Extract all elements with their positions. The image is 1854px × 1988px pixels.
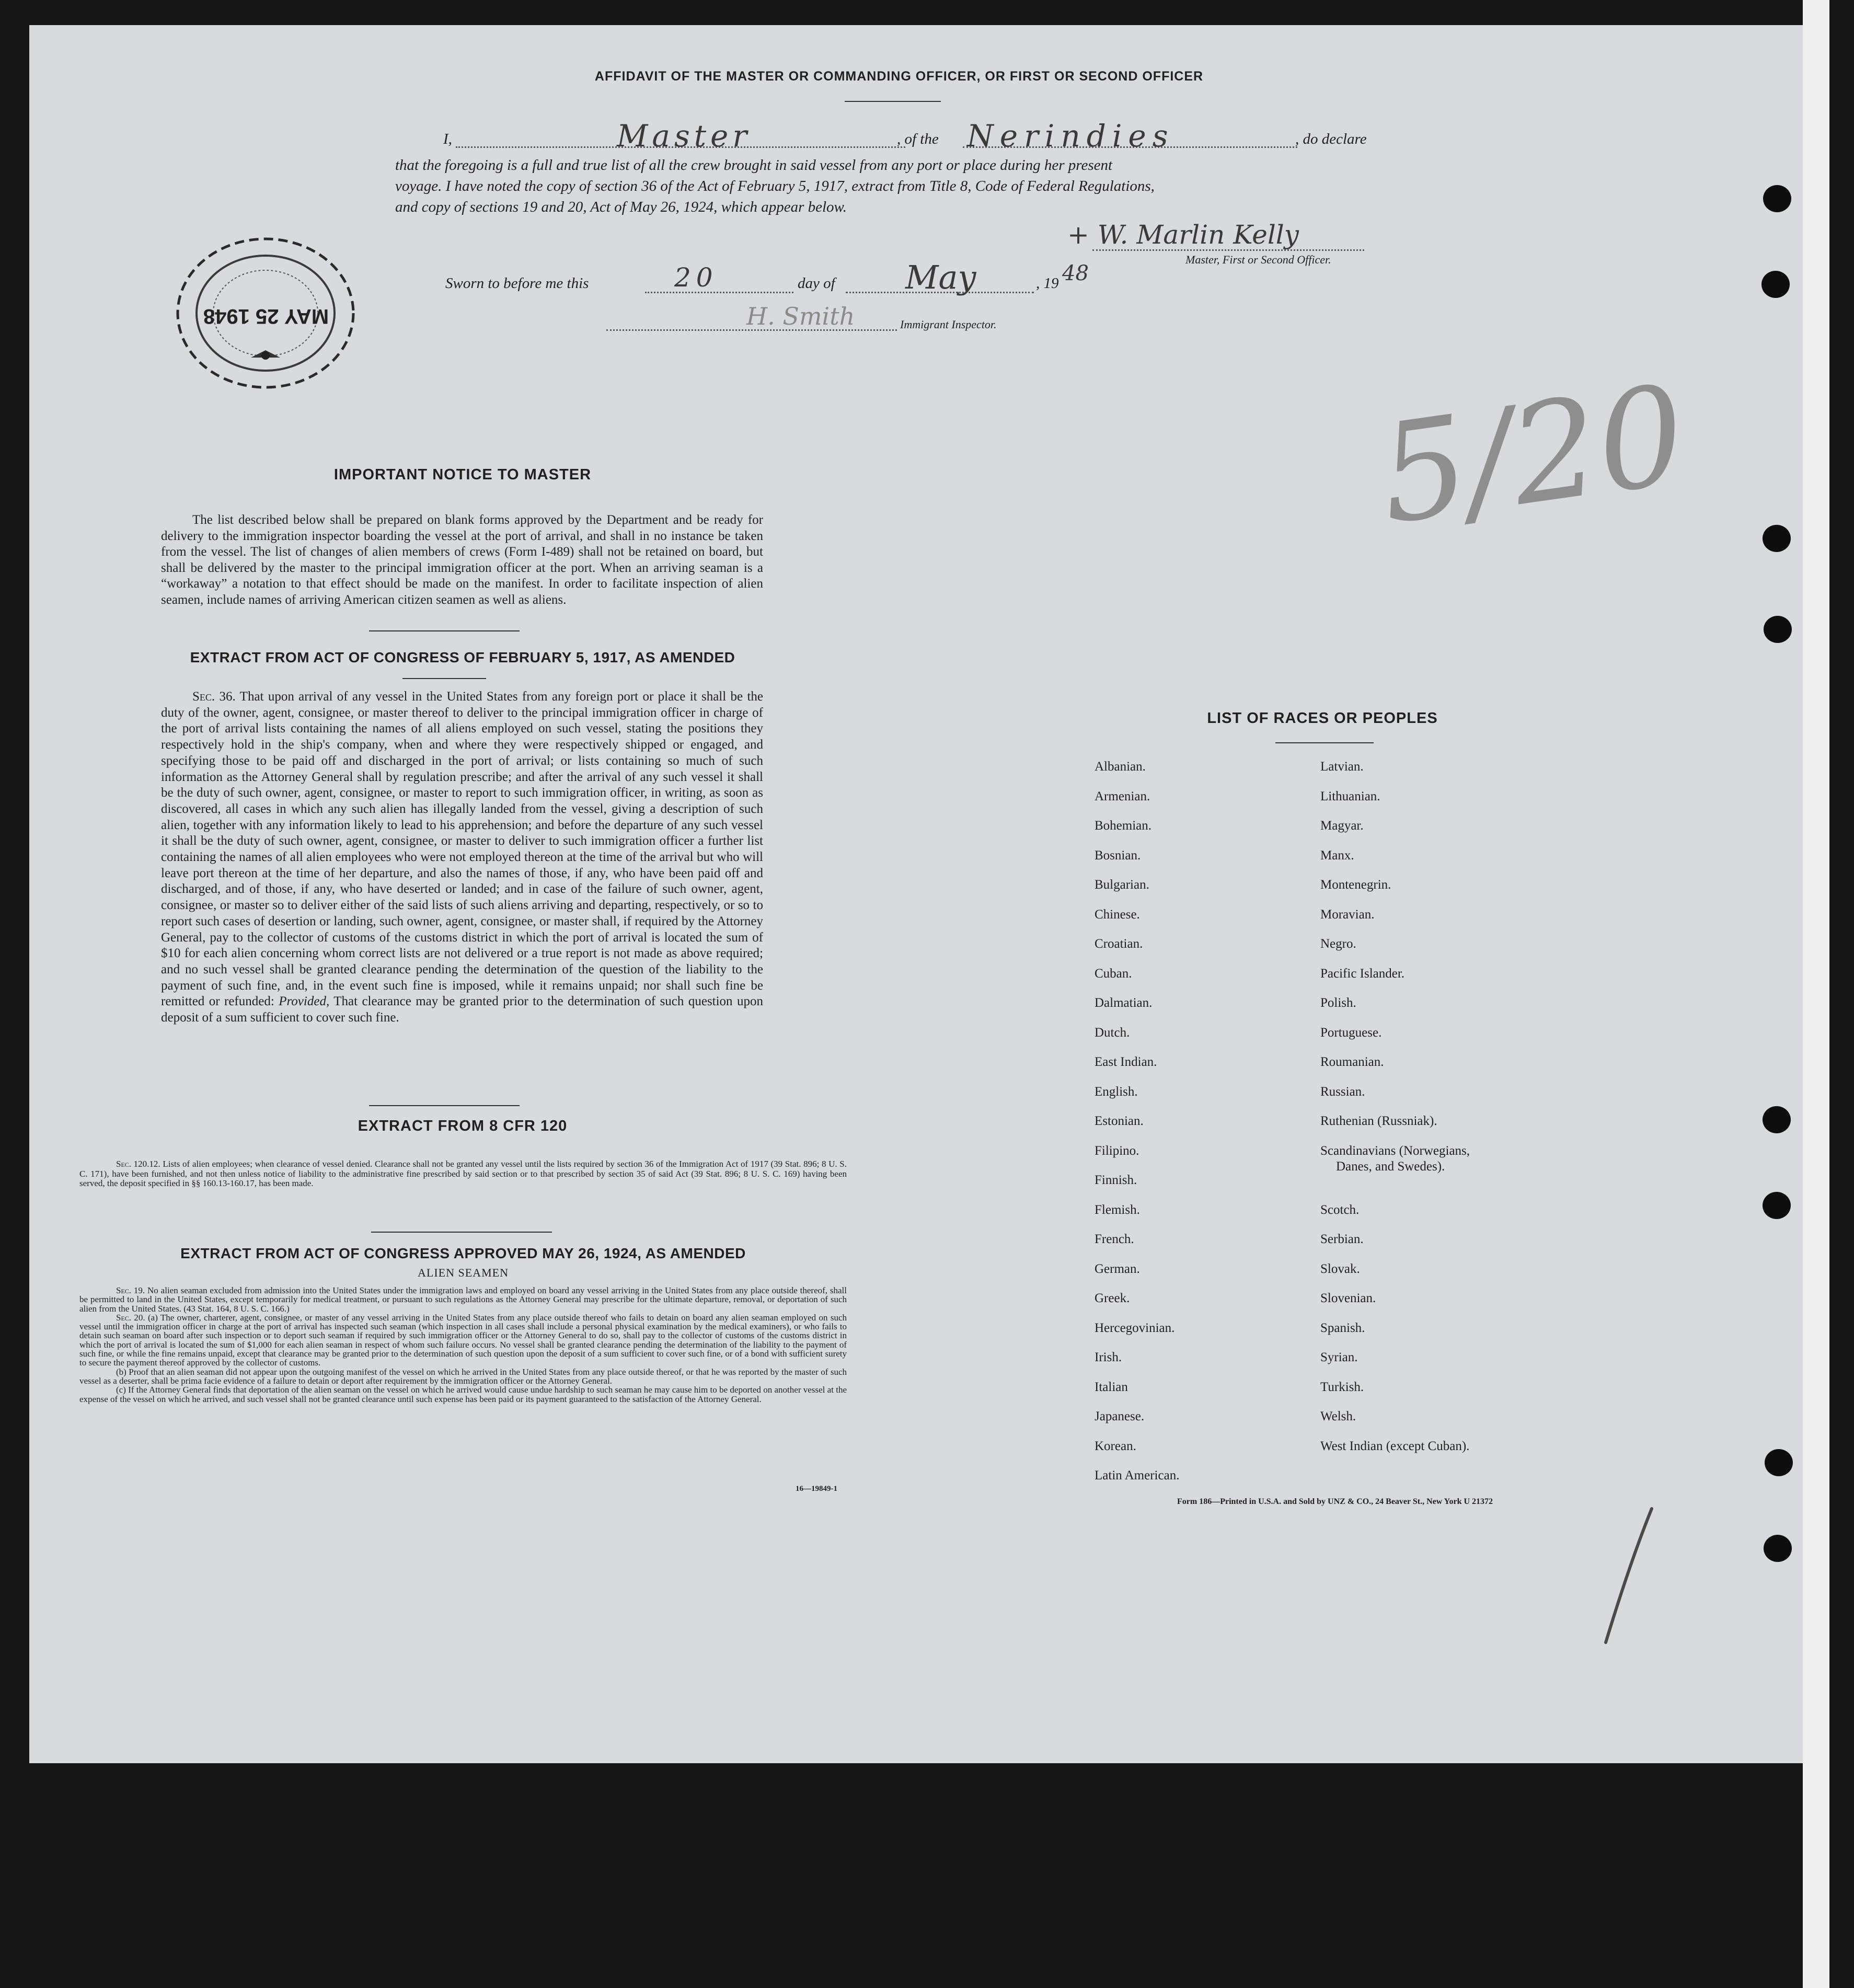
punch-hole (1763, 1192, 1791, 1219)
race-item: Latvian. (1320, 760, 1364, 774)
sec36-text: That upon arrival of any vessel in the United States from any foreign port or place it shall be the duty of the owner, agent, consignee, or master thereof to deliver to the principal immigration officer in charge of the port of arrival lists containing the names of all aliens employed on such vessel, stating the positions they respectively hold in the ship's company, when and where they were respectively shipped or engaged, and specifying those to be paid off and discharged in the port of arrival; or lists containing so much of such information as the Attorney General shall by regulation prescribe; and after the arrival of any such vessel it shall be the duty of such owner, agent, consignee, or master to report to such immigration officer, in writing, as soon as discovered, all cases in which any such alien has illegally landed from the vessel, giving a description of such alien, together with any information likely to lead to his apprehension; and before the departure of any such vessel it shall be the duty of such owner, agent, consignee, or master to deliver to such immigration officer a further list containing the names of all alien employees who were not employed thereon at the time of the arrival but who will leave port thereon at the time of her departure, and also the names of those, if any, who have been paid off and discharged, and of those, if any, who have deserted or landed; and in case of the failure of such owner, agent, consignee, or master so to deliver either of the said lists of such aliens arriving and departing, respectively, or so to report such cases of desertion or landing, such owner, agent, consignee, or master shall, if required by the Attorney General, pay to the collector of customs of the customs district in which the port of arrival is located the sum of $10 for each alien concerning whom correct lists are not delivered or a true report is not made as above required; and no such vessel shall be granted clearance pending the determination of the question of the liability to the payment of such fine, and, in the event such fine is imposed, while it remains unpaid; nor shall such fine be remitted or refunded: (161, 690, 764, 1009)
race-item: Japanese. (1095, 1409, 1145, 1423)
sec19-text: No alien seaman excluded from admission into the United States under the immigration laws and employed on board any vessel arriving in the United States from any place outside thereof, shall be permitted to land in the United States, except temporarily for medical treatment, or pursuant to such regulations as the Attorney General may prescribe for the ultimate departure, removal, or deportation of such alien from the United States. (43 Stat. 164, 8 U. S. C. 166.) (79, 1285, 847, 1314)
title-underline (845, 101, 941, 102)
sec20-label: Sec. 20. (116, 1312, 145, 1323)
race-item: Cuban. (1095, 966, 1132, 981)
cfr-text: Lists of alien employees; when clearance of vessel denied. Clearance shall not be granted any vessel until the lists required by section 36 of the Immigration Act of 1917 (39 Stat. 896; 8 U. S. C. 171), have been furnished, and not then unless notice of liability to the administrative fine prescribed by said section or to that prescribed by section 35 of said Act (39 Stat. 896; 8 U. S. C. 169) having been served, the deposit specified in §§ 160.13-160.17, has been made. (79, 1159, 847, 1188)
race-item: English. (1095, 1084, 1138, 1099)
cfr-sec-label: Sec. 120.12. (116, 1159, 160, 1169)
extract-1924-body (79, 1286, 847, 1404)
race-item: Welsh. (1320, 1409, 1356, 1423)
inspector-caption: Immigrant Inspector. (900, 318, 997, 331)
punch-hole (1765, 1449, 1793, 1476)
margin-stroke-mark (1599, 1506, 1662, 1647)
inspector-signature: H. Smith (746, 302, 855, 330)
punch-hole (1761, 271, 1790, 298)
race-item: Danes, and Swedes). (1336, 1159, 1445, 1174)
master-signature: + W. Marlin Kelly (1067, 220, 1299, 250)
month-handwritten: May (905, 258, 976, 296)
race-item: Bohemian. (1095, 819, 1152, 833)
race-item: Hercegovinian. (1095, 1320, 1175, 1335)
race-item: Polish. (1320, 996, 1356, 1010)
cfr-body (79, 1159, 847, 1189)
race-item: Greek. (1095, 1291, 1130, 1305)
stamp-date: MAY 25 1948 (203, 305, 329, 328)
race-item: French. (1095, 1232, 1134, 1246)
day-line (645, 292, 793, 293)
extract-1917-title: EXTRACT FROM ACT OF CONGRESS OF FEBRUARY 5, 1917, AS AMENDED (190, 649, 735, 665)
race-item: Roumanian. (1320, 1055, 1384, 1069)
sworn-label: Sworn to before me this (445, 275, 589, 292)
margin-note-handwritten: 5/20 (1370, 355, 1695, 555)
divider (369, 1105, 520, 1106)
extract-1924-title: EXTRACT FROM ACT OF CONGRESS APPROVED MAY 26, 1924, AS AMENDED (180, 1245, 746, 1261)
race-item: Portuguese. (1320, 1025, 1382, 1040)
provided-label: Provided, (279, 994, 330, 1009)
affidavit-body-line: that the foregoing is a full and true list of all the crew brought in said vessel from any port or place during her present (395, 157, 1113, 174)
punch-hole (1764, 1535, 1792, 1562)
binding-strip (1803, 0, 1832, 1988)
race-item: Pacific Islander. (1320, 966, 1405, 981)
sec20b-paragraph: (b) Proof that an alien seaman did not appear upon the outgoing manifest of the vessel on which he arrived in the United States from any place outside thereof, or that he was reported by the master of such vessel as a deserter, shall be prima facie evidence of a failure to detain or deport after requirement by the immigration officer or the Attorney General. (79, 1366, 847, 1386)
race-item: Lithuanian. (1320, 789, 1380, 803)
master-caption: Master, First or Second Officer. (1185, 253, 1331, 266)
race-item: Latin American. (1095, 1468, 1180, 1483)
punch-hole (1763, 525, 1791, 552)
alien-seamen-subtitle: ALIEN SEAMEN (418, 1266, 509, 1279)
race-item: Syrian. (1320, 1350, 1358, 1364)
year-handwritten: 48 (1062, 261, 1089, 285)
day-of-label: day of (798, 275, 835, 292)
race-item: Slovenian. (1320, 1291, 1376, 1305)
sec36-text-end: That clearance may be granted prior to the determination of such question upon deposit of a sum sufficient to cover such fine. (161, 994, 763, 1025)
race-item: Irish. (1095, 1350, 1122, 1364)
form-code: 16—19849-1 (796, 1485, 837, 1493)
sec20a-paragraph (79, 1313, 847, 1368)
race-item: West Indian (except Cuban). (1320, 1439, 1470, 1453)
race-item: Chinese. (1095, 907, 1140, 922)
race-item: Bosnian. (1095, 848, 1141, 863)
sec19-label: Sec. 19. (116, 1285, 145, 1295)
divider (402, 678, 486, 679)
footer-printer-note: Form 186—Printed in U.S.A. and Sold by UNZ & CO., 24 Beaver St., New York U 21372 (1177, 1497, 1493, 1506)
race-item: Armenian. (1095, 789, 1150, 803)
sec20c-paragraph: (c) If the Attorney General finds that deportation of the alien seaman on the vessel on which he arrived would cause undue hardship to such seaman he may cause him to be deported on another vessel at the expense of the vessel on which he arrived, and such vessel shall not be granted clearance until such expense has been paid or its payment guaranteed to the satisfaction of the Attorney General. (79, 1385, 847, 1404)
affidavit-body-line: and copy of sections 19 and 20, Act of May 26, 1924, which appear below. (395, 199, 847, 215)
race-item: Manx. (1320, 848, 1354, 863)
sec19-paragraph (79, 1286, 847, 1313)
race-item: German. (1095, 1261, 1140, 1276)
race-item: Magyar. (1320, 819, 1364, 833)
race-item: Montenegrin. (1320, 878, 1391, 892)
race-item: Russian. (1320, 1084, 1365, 1099)
race-item: Albanian. (1095, 760, 1146, 774)
sec20a-text: (a) The owner, charterer, agent, consignee, or master of any vessel arriving in the United States from any place outside thereof who fails to detain on board any alien seaman employed on such vessel until the immigration officer in charge at the port of arrival has inspected such seaman (which inspection in all cases shall include a personal physical examination by the medical examiners), or who fails to detain such seaman on board after such inspection or to deport such seaman if required by such immigration officer or the Attorney General to do so, shall pay to the collector of customs of the customs district in which the port of arrival is located the sum of $1,000 for each alien seaman in respect of whom such failure occurs. No vessel shall be granted clearance pending the determination of the liability to the payment of such fine, or while the fine remains unpaid, except that clearance may be granted prior to the determination of such question upon the deposit of a sum sufficient to cover such fine, or of a bond with sufficient surety to secure the payment thereof approved by the collector of customs. (79, 1312, 847, 1368)
sec36-label: Sec. 36. (192, 690, 236, 704)
race-item: Finnish. (1095, 1173, 1137, 1187)
notice-title: IMPORTANT NOTICE TO MASTER (333, 466, 592, 483)
binding-gap (1829, 0, 1854, 1988)
race-item: Serbian. (1320, 1232, 1364, 1246)
race-item: Filipino. (1095, 1143, 1139, 1158)
extract-1917-body (161, 689, 763, 1026)
date-stamp (172, 234, 359, 392)
race-item: Dutch. (1095, 1025, 1130, 1040)
race-item: Italian (1095, 1380, 1128, 1394)
divider (371, 1232, 552, 1233)
vessel-name-handwritten: Nerindies (967, 118, 1174, 154)
race-item: Scandinavians (Norwegians, (1320, 1143, 1470, 1158)
race-item: Negro. (1320, 937, 1356, 951)
race-item: Spanish. (1320, 1320, 1365, 1335)
notice-text: The list described below shall be prepared on blank forms approved by the Department and be ready for delivery to the immigration inspector boarding the vessel at the port of arrival, and shall in no instance be taken from the vessel. The list of changes of alien members of crews (Form I-489) shall not be retained on board, but shall be delivered by the master to the principal immigration officer at the port. When an arriving seaman is a “workaway” a notation to that effect should be made on the manifest. In order to facilitate inspection of alien seamen, include names of arriving American citizen seamen as well as aliens. (161, 513, 763, 607)
race-item: Slovak. (1320, 1261, 1360, 1276)
race-item: East Indian. (1095, 1055, 1157, 1069)
punch-hole (1763, 185, 1791, 212)
affidavit-title: AFFIDAVIT OF THE MASTER OR COMMANDING OFFICER, OR FIRST OR SECOND OFFICER (594, 69, 1204, 84)
race-item: Turkish. (1320, 1380, 1364, 1394)
race-item: Bulgarian. (1095, 878, 1149, 892)
punch-hole (1764, 616, 1792, 643)
of-the-label: , of the (897, 131, 939, 147)
races-column-1 (1095, 759, 1293, 1498)
race-item: Croatian. (1095, 937, 1143, 951)
races-column-2 (1320, 759, 1561, 1468)
races-title: LIST OF RACES OR PEOPLES (1207, 710, 1438, 727)
year-prefix: , 19 (1036, 275, 1059, 292)
punch-hole (1763, 1106, 1791, 1133)
race-item: Flemish. (1095, 1202, 1140, 1217)
affidavit-body (395, 155, 1394, 217)
cfr-title: EXTRACT FROM 8 CFR 120 (358, 1118, 568, 1134)
race-item: Ruthenian (Russniak). (1320, 1114, 1437, 1128)
master-name-handwritten: Master (617, 118, 752, 154)
day-handwritten: 20 (674, 262, 718, 293)
race-item: Scotch. (1320, 1202, 1360, 1217)
race-item: Korean. (1095, 1439, 1136, 1453)
race-item: Dalmatian. (1095, 996, 1153, 1010)
divider (1275, 742, 1374, 743)
do-declare-label: , do declare (1295, 131, 1367, 147)
race-item: Moravian. (1320, 907, 1375, 922)
affidavit-i-label: I, (443, 131, 452, 147)
affidavit-body-line: voyage. I have noted the copy of section 36 of the Act of February 5, 1917, extract from Title 8, Code of Federal Regulations, (395, 178, 1155, 194)
race-item: Estonian. (1095, 1114, 1144, 1128)
divider (369, 630, 520, 631)
